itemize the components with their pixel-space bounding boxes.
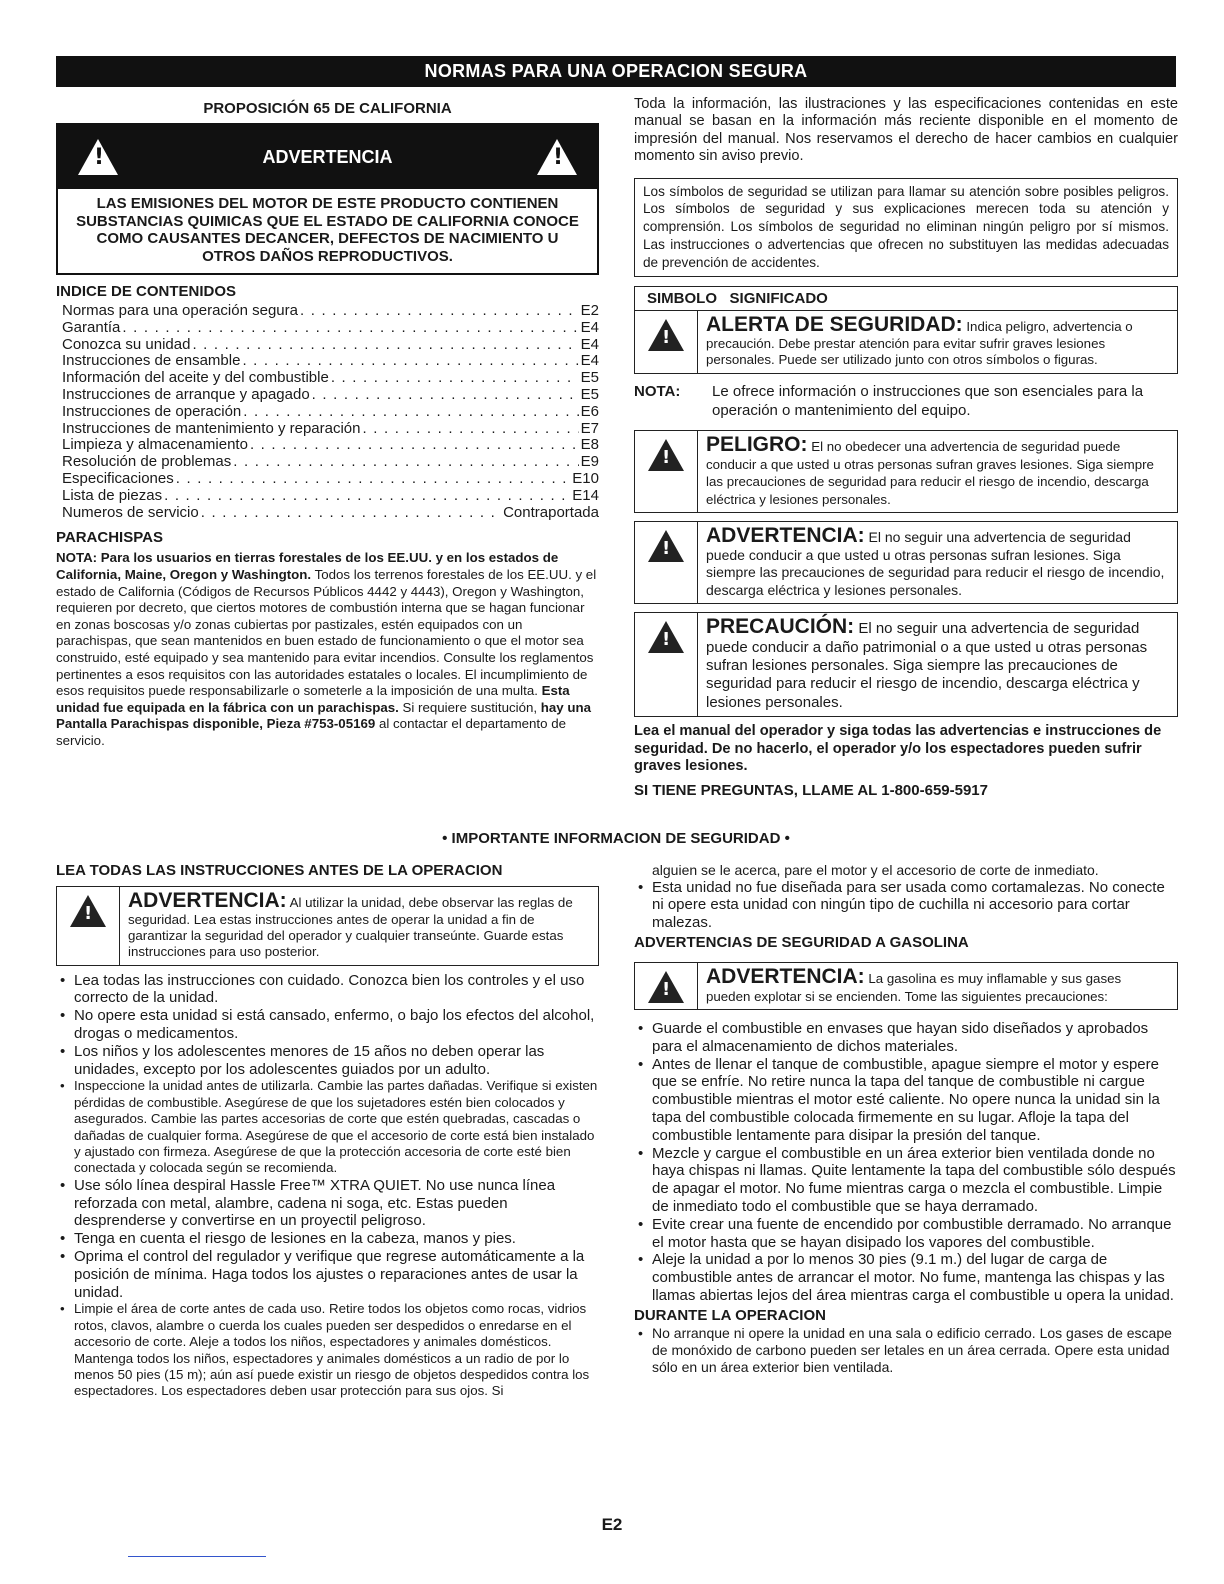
danger-icon <box>648 439 684 471</box>
gas-warning-icon <box>648 971 684 1003</box>
symbols-note: Los símbolos de seguridad se utilizan para llamar su atención sobre posibles peligros. Los símbolos de seguridad y sus explicaciones merecen toda su atención y comprensión. Los símbolos de seguridad no eliminan ningún peligro por sí mismos. Las instrucciones o advertencias que ofrecen no substituyen las medidas adecuadas de prevención de accidentes. <box>634 178 1178 277</box>
list-item: • Esta unidad no fue diseñada para ser usada como cortamalezas. No conecte ni opere esta unidad con ningún tipo de cuchilla ni accesorio para cortar malezas. <box>634 879 1178 932</box>
gas-bullets <box>634 1020 1178 1305</box>
toc-item-page: E14 <box>572 486 599 504</box>
toc-item <box>56 303 599 320</box>
toc-item-label: Resolución de problemas <box>62 453 232 471</box>
toc-item-page: E4 <box>580 352 599 370</box>
warning-triangle-icon <box>78 139 118 175</box>
toc-item <box>56 471 599 488</box>
parachispas-factory-bold: Esta unidad fue equipada en la fábrica con un parachispas. <box>56 683 570 715</box>
alerta-seguridad-row <box>634 311 1178 374</box>
warning-icon-cell <box>635 522 698 603</box>
prop65-warning-box <box>56 123 599 275</box>
important-safety-title: • IMPORTANTE INFORMACION DE SEGURIDAD • <box>442 830 790 847</box>
warning-icon <box>648 530 684 562</box>
toc-list <box>56 303 599 521</box>
toc-item-label: Conozca su unidad <box>62 335 191 353</box>
parachispas-text: NOTA: Para los usuarios en tierras forestales de los EE.UU. y en los estados de California, Maine, Oregon y Washington. Todos los terrenos forestales de los EE.UU. y el estado de California (Códigos de Recursos Públicos 4442 y 4443), Oregon y Washington, requieren por decreto, que ciertos motores de combustión interna que se hagan funcionar en zonas boscosas y/o zonas cubiertas por pastizales, estén equipados con un parachispas, que sean mantenidos en buen estado de funcionamiento o que el motor sea construido, esté equipado y sea mantenido para evitar incendios. Consulte los reglamentos pertinentes a esos requisitos con las autoridades estatales o locales. El incumplimiento de esos requisitos puede responsabilizarle o someterle a la imposición de una multa. Esta unidad fue equipada en la fábrica con un parachispas. Si requiere sustitución, hay una Pantalla Parachispas disponible, Pieza #753-05169 al contactar el departamento de servicio. <box>56 550 597 748</box>
left-column-bottom <box>56 862 599 1400</box>
operation-warning-box <box>56 886 599 966</box>
safety-alert-icon-cell <box>635 311 698 373</box>
alerta-seguridad-text: ALERTA DE SEGURIDAD: Indica peligro, advertencia o precaución. Debe prestar atención para evitar sufrir graves lesiones personales. Puede ser utilizado junto con otros símbolos o figuras. <box>706 312 1133 368</box>
toc-item-label: Lista de piezas <box>62 486 163 504</box>
toc-item-label: Instrucciones de mantenimiento y reparación <box>62 419 361 437</box>
toc-item <box>56 421 599 438</box>
during-operation-title: DURANTE LA OPERACION <box>634 1306 826 1324</box>
operation-warning-icon-cell <box>57 887 120 965</box>
advertencia-text: ADVERTENCIA: El no seguir una advertencia de seguridad puede conducir a que usted u otras personas sufran lesiones. Siga siempre las precauciones de seguridad para reducir el riesgo de incendio, descarga eléctrica y lesiones personales. <box>706 524 1165 598</box>
toc-item-label: Normas para una operación segura <box>62 302 298 319</box>
right-bullets <box>634 879 1178 932</box>
warning-triangle-icon <box>537 139 577 175</box>
toc-item <box>56 454 599 471</box>
toc-item-label: Instrucciones de operación <box>62 402 242 420</box>
advertencia-row <box>634 521 1178 604</box>
safety-alert-icon <box>648 319 684 351</box>
toc-item-label: Instrucciones de arranque y apagado <box>62 385 310 403</box>
nota-label: NOTA: <box>634 382 681 400</box>
list-item: • Tenga en cuenta el riesgo de lesiones en la cabeza, manos y pies. <box>56 1230 599 1248</box>
gas-warning-box <box>634 962 1178 1010</box>
precaucion-text: PRECAUCIÓN: El no seguir una advertencia de seguridad puede conducir a daño patrimonial o a que usted u otras personas sufran lesiones personales. Siga siempre las precauciones de seguridad para reducir el riesgo de incendio, descarga eléctrica y lesiones personales. <box>706 615 1148 711</box>
toc-item-label: Limpieza y almacenamiento <box>62 436 248 454</box>
right-column-top <box>634 96 1178 800</box>
toc-item-page: E6 <box>580 402 599 420</box>
parachispas-title: PARACHISPAS <box>56 529 163 547</box>
toc-item <box>56 370 599 387</box>
toc-item-page: Contraportada <box>503 503 599 521</box>
toc-title: INDICE DE CONTENIDOS <box>56 283 237 300</box>
list-item: • Limpie el área de corte antes de cada uso. Retire todos los objetos como rocas, vidrios rotos, clavos, alambre o cuerda los cuales pueden ser despedidos o enredarse en el accesorio de corte. Aleje a todos los niños, espectadores y animales domésticos. Mantenga todos los niños, espectadores y animales domésticos a un radio de por lo menos 50 pies (15 m); aún así puede existir un riesgo de objetos despedidos contra los espectadores. Los espectadores deben usar protección para sus ojos. Si <box>56 1301 599 1399</box>
danger-icon-cell <box>635 431 698 512</box>
list-item: • No opere esta unidad si está cansado, enfermo, o bajo los efectos del alcohol, drogas o medicamentos. <box>56 1007 599 1043</box>
toc-item-label: Información del aceite y del combustible <box>62 369 329 387</box>
toc-item <box>56 320 599 337</box>
precaucion-row <box>634 612 1178 717</box>
list-item: • Los niños y los adolescentes menores de 15 años no deben operar las unidades, excepto por los adolescentes guiados por un adulto. <box>56 1043 599 1079</box>
toc-item <box>56 404 599 421</box>
prop65-warning-header <box>58 125 597 189</box>
toc-item <box>56 505 599 522</box>
toc-item <box>56 437 599 454</box>
list-item: • Guarde el combustible en envases que hayan sido diseñados y aprobados para el almacenamiento de dichos materiales. <box>634 1020 1178 1056</box>
toc-item-label: Numeros de servicio <box>62 503 199 521</box>
list-item: • Mezcle y cargue el combustible en un área exterior bien ventilada donde no haya chispas ni llamas. Quite lentamente la tapa del combustible sólo después de apagar el motor. No fume mientras carga o mezcla el combustible. Limpie de inmediato todo el combustible que se haya derramado. <box>634 1145 1178 1216</box>
operation-warning-text: ADVERTENCIA: Al utilizar la unidad, debe observar las reglas de seguridad. Lea estas instrucciones antes de operar la unidad a fin de garantizar la seguridad del operador y cualquier transeúnte. Guarde estas instrucciones para uso posterior. <box>128 889 573 960</box>
gas-warning-text: ADVERTENCIA: La gasolina es muy inflamable y sus gases pueden explotar si se encienden. Tome las siguientes precauciones: <box>706 964 1122 1004</box>
toc-item-page: E2 <box>580 302 599 319</box>
list-item: • Evite crear una fuente de encendido por combustible derramado. No arranque el motor hasta que se hayan disipado los vapores del combustible. <box>634 1216 1178 1252</box>
continued-text: alguien se le acerca, pare el motor y el accesorio de corte de inmediato. <box>652 862 1099 878</box>
symbol-col-header: SIMBOLO <box>647 289 717 307</box>
prop65-warning-text: LAS EMISIONES DEL MOTOR DE ESTE PRODUCTO CONTIENEN SUBSTANCIAS QUIMICAS QUE EL ESTADO DE CALIFORNIA CONOCE COMO CAUSANTES DECANCER, DEFECTOS DE NACIMIENTO U OTROS DAÑOS REPRODUCTIVOS. <box>76 195 579 265</box>
gas-safety-title: ADVERTENCIAS DE SEGURIDAD A GASOLINA <box>634 933 969 951</box>
intro-text: Toda la información, las ilustraciones y las especificaciones contenidas en este manual se basan en la información más reciente disponible en el momento de impresión del manual. Nos reservamos el derecho de hacer cambios en cualquier momento sin aviso previo. <box>634 96 1178 165</box>
list-item: • Antes de llenar el tanque de combustible, apague siempre el motor y espere que se enfríe. No retire nunca la tapa del tanque de combustible ni cargue combustible mientras el motor esté caliente. No opere nunca la unidad sin la tapa del combustible colocada firmemente en su lugar. Afloje la tapa del combustible lentamente para disipar la presión del tanque. <box>634 1056 1178 1145</box>
toc-item <box>56 387 599 404</box>
toc-item-page: E8 <box>580 436 599 454</box>
toc-item-page: E4 <box>580 335 599 353</box>
toc-item <box>56 353 599 370</box>
phone-line: SI TIENE PREGUNTAS, LLAME AL 1-800-659-5917 <box>634 782 988 800</box>
read-all-title: LEA TODAS LAS INSTRUCCIONES ANTES DE LA OPERACION <box>56 862 503 879</box>
toc-item-label: Garantía <box>62 318 121 336</box>
operation-bullets <box>56 972 599 1400</box>
list-item: • No arranque ni opere la unidad en una sala o edificio cerrado. Los gases de escape de monóxido de carbono pueden ser letales en un área cerrada. Opere esta unidad sólo en un área exterior bien ventilada. <box>634 1325 1178 1376</box>
toc-item-label: Instrucciones de ensamble <box>62 352 241 370</box>
toc-item-page: E9 <box>580 453 599 471</box>
peligro-row <box>634 430 1178 513</box>
symbol-table-header <box>634 286 1178 311</box>
toc-item-page: E10 <box>572 469 599 487</box>
toc-item-page: E7 <box>580 419 599 437</box>
gas-warning-icon-cell <box>635 963 698 1009</box>
list-item: • Aleje la unidad a por lo menos 30 pies (9.1 m.) del lugar de carga de combustible antes de arrancar el motor. No fume, mantenga las chispas y las llamas abiertas lejos del área mientras carga el combustible u opera la unidad. <box>634 1251 1178 1304</box>
read-manual-text: Lea el manual del operador y siga todas las advertencias e instrucciones de seguridad. De no hacerlo, el operador y/o los espectadores pueden sufrir graves lesiones. <box>634 723 1162 775</box>
operation-warning-icon <box>70 895 106 927</box>
caution-icon-cell <box>635 613 698 716</box>
toc-item <box>56 488 599 505</box>
page-number: E2 <box>601 1515 623 1534</box>
list-item: • Inspeccione la unidad antes de utilizarla. Cambie las partes dañadas. Verifique si existen pérdidas de combustible. Asegúrese de que los sujetadores estén bien colocados y asegurados. Cambie las partes accesorias de corte que estén quebradas, cascadas o dañadas de cualquier forma. Asegúrese de que el accesorio de corte está bien instalado y ajustado con firmeza. Asegúrese de que la protección accesoria de corte esté bien conectada y colocada según se recomienda. <box>56 1078 599 1176</box>
nota-row <box>634 382 1178 420</box>
parachispas-note-bold: NOTA: Para los usuarios en tierras forestales de los EE.UU. y en los estados de California, Maine, Oregon y Washington. <box>56 550 559 582</box>
during-bullets <box>634 1325 1178 1376</box>
list-item: • Oprima el control del regulador y verifique que regrese automáticamente a la posición de mínima. Haga todos los ajustes o reparaciones antes de usar la unidad. <box>56 1248 599 1301</box>
page-header: NORMAS PARA UNA OPERACION SEGURA <box>56 56 1176 87</box>
caution-icon <box>648 621 684 653</box>
toc-item <box>56 337 599 354</box>
toc-item-label: Especificaciones <box>62 469 174 487</box>
left-column-top <box>56 96 599 749</box>
peligro-text: PELIGRO: El no obedecer una advertencia de seguridad puede conducir a que usted u otras personas sufran graves lesiones. Siga siempre las precauciones de seguridad para reducir el riesgo de incendio, descarga eléctrica y lesiones personales. <box>706 432 1154 507</box>
toc-item-page: E5 <box>580 369 599 387</box>
list-item: • Use sólo línea despiral Hassle Free™ XTRA QUIET. No use nunca línea reforzada con metal, alambre, cadena ni soga, etc. Estas pueden desprenderse y convertirse en un proyectil peligroso. <box>56 1177 599 1230</box>
prop65-warning-label: ADVERTENCIA <box>262 146 393 167</box>
toc-item-page: E4 <box>580 318 599 336</box>
prop65-title: PROPOSICIÓN 65 DE CALIFORNIA <box>203 100 452 117</box>
toc-item-page: E5 <box>580 385 599 403</box>
right-column-bottom <box>634 862 1178 1376</box>
meaning-col-header: SIGNIFICADO <box>729 289 828 307</box>
list-item: • Lea todas las instrucciones con cuidado. Conozca bien los controles y el uso correcto de la unidad. <box>56 972 599 1008</box>
parachispas-part-bold: hay una Pantalla Parachispas disponible, Pieza #753-05169 <box>56 699 591 732</box>
footer-rule <box>128 1556 266 1557</box>
nota-text: Le ofrece información o instrucciones que son esenciales para la operación o mantenimiento del equipo. <box>712 382 1144 419</box>
